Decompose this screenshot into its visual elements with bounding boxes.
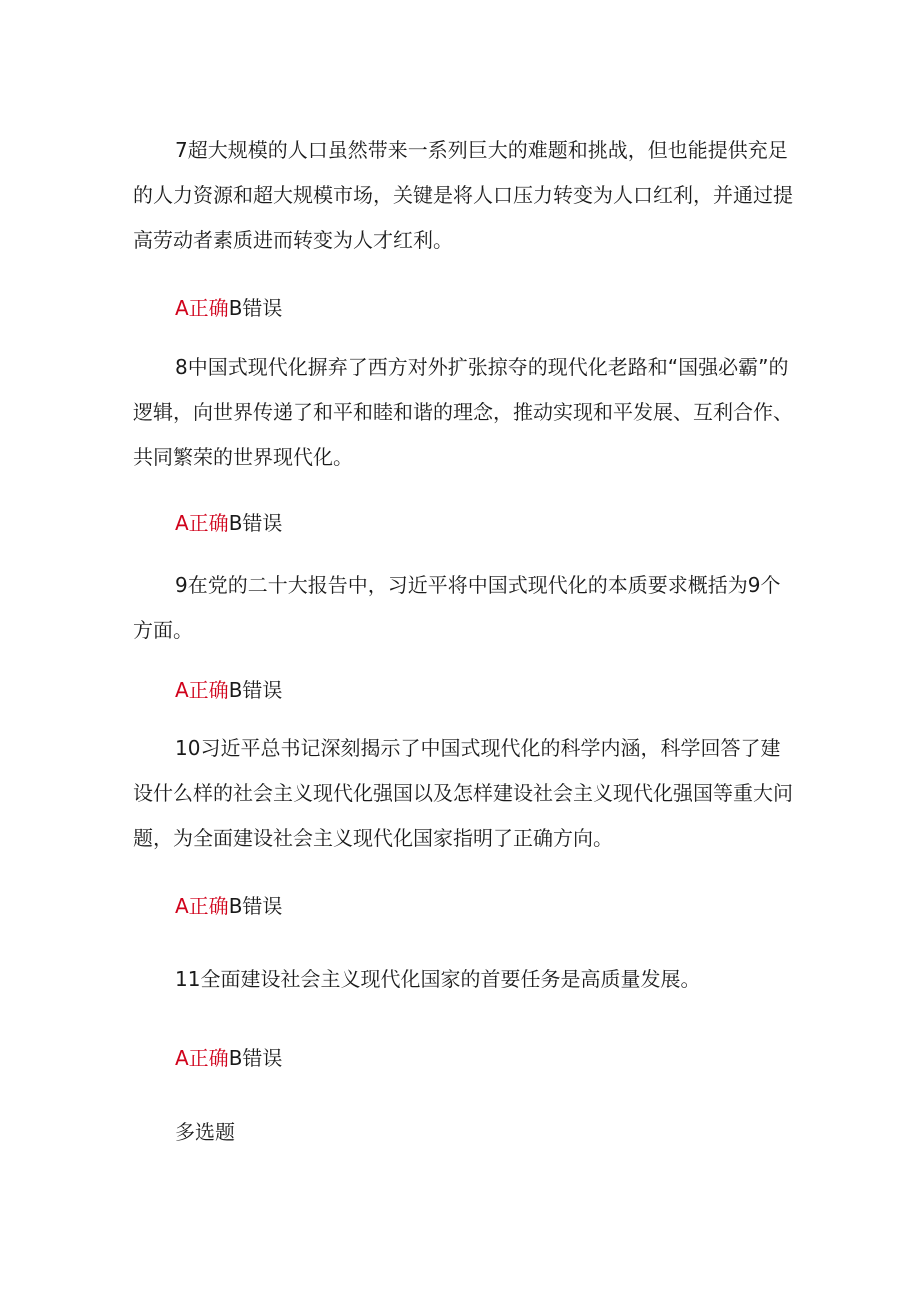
question-7-text: 7超大规模的人口虽然带来一系列巨大的难题和挑战，但也能提供充足的人力资源和超大规模市场，关键是将人口压力转变为人口红利，并通过提高劳动者素质进而转变为人才红利。	[133, 138, 793, 252]
question-8-option-b[interactable]: B错误	[228, 511, 283, 535]
question-8-option-a[interactable]: A正确	[175, 511, 229, 535]
question-10-text: 10习近平总书记深刻揭示了中国式现代化的科学内涵，科学回答了建设什么样的社会主义现代化强国以及怎样建设社会主义现代化强国等重大问题，为全面建设社会主义现代化国家指明了正确方向。	[133, 736, 793, 850]
question-11-option-b[interactable]: B错误	[228, 1046, 283, 1070]
question-7-option-a[interactable]: A正确	[175, 296, 229, 320]
question-8-options	[175, 508, 282, 538]
question-11-option-a[interactable]: A正确	[175, 1046, 229, 1070]
question-9-text: 9在党的二十大报告中，习近平将中国式现代化的本质要求概括为9个方面。	[133, 573, 781, 642]
question-9-option-b[interactable]: B错误	[228, 678, 283, 702]
question-9-option-a[interactable]: A正确	[175, 678, 229, 702]
question-8-text: 8中国式现代化摒弃了西方对外扩张掠夺的现代化老路和“国强必霸”的逻辑，向世界传递了和平和睦和谐的理念，推动实现和平发展、互利合作、共同繁荣的世界现代化。	[133, 355, 793, 469]
question-10-options	[175, 891, 282, 921]
question-11-options	[175, 1043, 282, 1073]
question-11-text: 11全面建设社会主义现代化国家的首要任务是高质量发展。	[175, 967, 701, 991]
question-9-options	[175, 675, 282, 705]
question-7-option-b[interactable]: B错误	[228, 296, 283, 320]
question-10-option-a[interactable]: A正确	[175, 894, 229, 918]
question-7-options	[175, 293, 282, 323]
section-heading-multiple-choice: 多选题	[175, 1120, 235, 1144]
question-10-option-b[interactable]: B错误	[228, 894, 283, 918]
